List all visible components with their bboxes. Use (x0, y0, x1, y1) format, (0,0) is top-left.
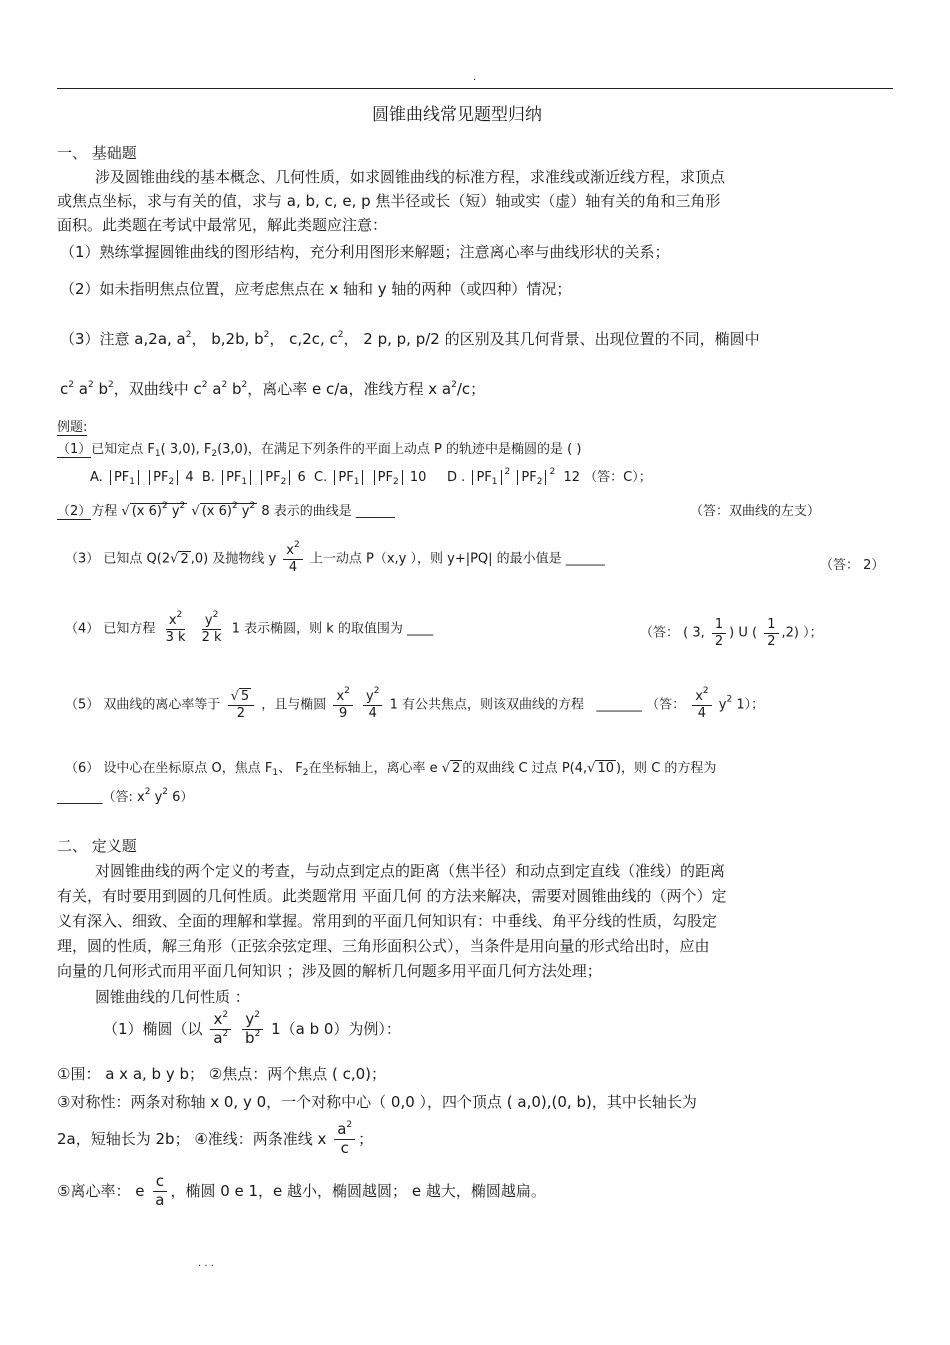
example-3-answer: （答： 2） (820, 558, 885, 573)
section1-intro-line3: 面积。此类题在考试中最常见，解此类题应注意： (57, 216, 388, 234)
section1-intro-line2: 或焦点坐标，求与有关的值，求与 a, b, c, e, p 焦半径或长（短）轴或实（虚）轴有关的角和三角形 (57, 192, 721, 210)
section2-line1: 对圆锥曲线的两个定义的考查，与动点到定点的距离（焦半径）和动点到定直线（准线）的距离 (95, 862, 726, 880)
note-3-line2: $c^2$ $a^2$ $b^2$，双曲线中 $c^2$ $a^2$ $b^2$，离心率 e c/a，准线方程 x $a^2/c$； (60, 380, 486, 398)
example-5: （5） 双曲线的离心率等于 $\frac{√ 5}{2}$ ，且与椭圆 $\frac{x^2}{9}$ $\frac{y^2}{4}$ 1 有公共焦点，则该双曲线的方程 _______ （答： $\frac{x^2}{4}$ $y^2$ 1）； (65, 686, 765, 721)
property-1-2: ①围： a x a, b y b； ②焦点：两个焦点 ( c,0)； (57, 1065, 387, 1083)
note-2: （2）如未指明焦点位置，应考虑焦点在 x 轴和 y 轴的两种（或四种）情况； (60, 280, 572, 298)
page-title: 圆锥曲线常见题型归纳 (372, 105, 542, 125)
header-rule (57, 88, 893, 89)
example-6: （6） 设中心在坐标原点 O，焦点 $F_1$、 $F_2$在坐标轴上，离心率 e √ 2 的双曲线 C 过点 P(4,√ 10 )，则 C 的方程为 (65, 761, 717, 778)
example-1: （1）已知定点 $F_1$( 3,0), $F_2(3,0)$，在满足下列条件的平面上动点 P 的轨迹中是椭圆的是 ( ) (57, 442, 582, 459)
property-3-4: 2a，短轴长为 2b； ④准线：两条准线 x $\frac{a^2}{c}$ ； (57, 1120, 374, 1157)
header-dot: . (473, 72, 477, 83)
example-1-options: A. $PF_1$ $PF_2$ 4 B. $PF_1$ $PF_2$ 6 C. $PF_1$ $PF_2$ 10 D . $PF_1^2$ $PF_2^2$ 12 （答：C）； (90, 467, 652, 487)
property-5: ⑤离心率： e $\frac{c}{a}$ ，椭圆 0 e 1，e 越小，椭圆越圆； e 越大，椭圆越扁。 (57, 1172, 546, 1209)
note-1: （1）熟练掌握圆锥曲线的图形结构，充分利用图形来解题；注意离心率与曲线形状的关系； (60, 243, 670, 261)
property-3: ③对称性：两条对称轴 x 0, y 0，一个对称中心（ 0,0 ），四个顶点 ( a,0),(0, b)，其中长轴长为 (57, 1093, 697, 1111)
note-3: （3）注意 a,2a, $a^2$， b,2b, $b^2$， c,2c, $c^2$， 2 p, p, p/2 的区别及其几何背景、出现位置的不同，椭圆中 (60, 330, 760, 348)
section2-line2: 有关，有时要用到圆的几何性质。此类题常用 平面几何 的方法来解决，需要对圆锥曲线的（两个）定 (57, 887, 727, 905)
example-3: （3） 已知点 Q(2√ 2 ,0) 及抛物线 y $\frac{x^2}{4}$ 上一动点 P（x,y ），则 y+|PQ| 的最小值是 ______ (65, 540, 605, 575)
footer-dots: . . . (198, 1258, 214, 1269)
examples-label: 例题: (57, 416, 87, 436)
example-2-answer: （答：双曲线的左支） (690, 504, 821, 519)
section2-heading: 二、 定义题 (57, 837, 137, 855)
section2-line3: 义有深入、细致、全面的理解和掌握。常用到的平面几何知识有：中垂线、角平分线的性质，勾股定 (57, 912, 718, 930)
props-title: 圆锥曲线的几何性质 ： (95, 988, 250, 1006)
example-4-answer: （答： ( 3, $\frac{1}{2}$ ) U ( $\frac{1}{2}$ ,2) ）； (640, 617, 823, 649)
example-2: （2）方程 √ (x 6)$^2$ $y^2$ √ (x 6)$^2$ $y^2$ 8 表示的曲线是 ______ (57, 501, 395, 519)
section1-heading: 一、 基础题 (57, 144, 137, 162)
ellipse-heading: （1）椭圆（以 $\frac{x^2}{a^2}$ $\frac{y^2}{b^2}$ 1（a b 0）为例）： (103, 1010, 401, 1047)
section2-line5: 向量的几何形式而用平面几何知识 ；涉及圆的解析几何题多用平面几何方法处理； (57, 962, 602, 980)
section1-intro-line1: 涉及圆锥曲线的基本概念、几何性质，如求圆锥曲线的标准方程，求准线或渐近线方程，求顶点 (95, 168, 726, 186)
example-4: （4） 已知方程 $\frac{x^2}{3 k}$ $\frac{y^2}{2 k}$ 1 表示椭圆，则 k 的取值围为 ____ (65, 610, 434, 645)
example-6-line2: _______（答: $x^2$ $y^2$ 6） (57, 787, 194, 805)
section2-line4: 理，圆的性质，解三角形（正弦余弦定理、三角形面积公式），当条件是用向量的形式给出时，应由 (57, 937, 710, 955)
